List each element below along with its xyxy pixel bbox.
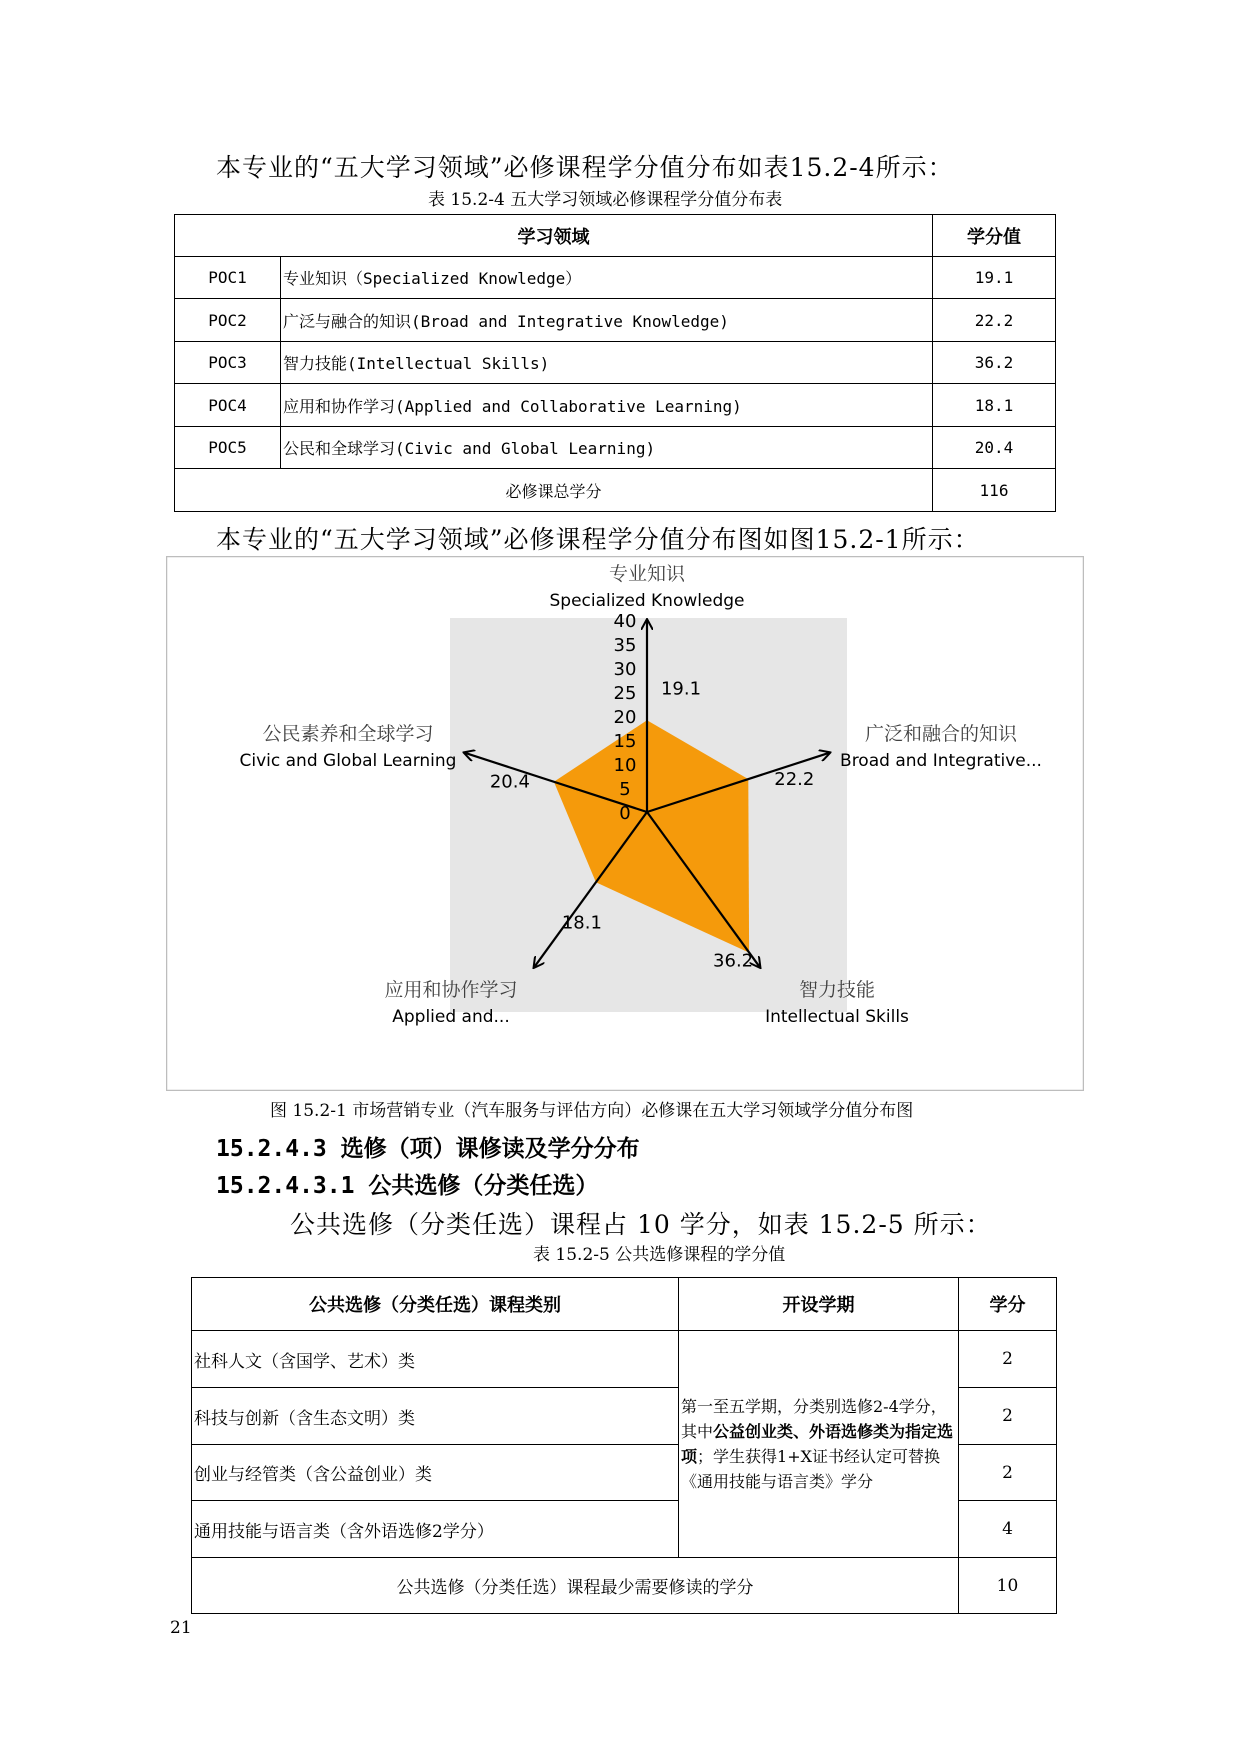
domain-name: 专业知识（Specialized Knowledge） [281, 257, 933, 299]
category-name: 科技与创新（含生态文明）类 [192, 1388, 679, 1445]
header-credit: 学分 [959, 1278, 1057, 1331]
domain-name: 广泛与融合的知识(Broad and Integrative Knowledge) [281, 299, 933, 342]
domain-value: 19.1 [933, 257, 1056, 299]
domain-value: 20.4 [933, 427, 1056, 469]
tick-label: 35 [613, 635, 637, 656]
total-row [175, 469, 1056, 512]
axis-label-cn: 应用和协作学习 [384, 979, 518, 1001]
axis-label-cn: 智力技能 [798, 979, 876, 1001]
total-value: 10 [959, 1558, 1057, 1614]
category-credit: 4 [959, 1501, 1057, 1558]
intro-text-1: 本专业的“五大学习领域”必修课程学分值分布如表15.2-4所示： [216, 153, 954, 182]
table-1-caption: 表 15.2-4 五大学习领域必修课程学分值分布表 [428, 190, 783, 210]
domain-code: POC4 [175, 384, 281, 427]
domain-name: 智力技能(Intellectual Skills) [281, 342, 933, 384]
header-domain: 学习领域 [175, 215, 933, 257]
total-row [192, 1558, 1057, 1614]
table-row [175, 342, 1056, 384]
data-label: 19.1 [660, 678, 702, 700]
category-credit: 2 [959, 1445, 1057, 1501]
table-row [192, 1331, 1057, 1388]
axis-label-en: Applied and... [392, 1007, 510, 1027]
table-row [175, 384, 1056, 427]
tick-label: 30 [613, 659, 637, 680]
figure-caption: 图 15.2-1 市场营销专业（汽车服务与评估方向）必修课在五大学习领域学分值分布图 [270, 1101, 914, 1121]
semester-note: 第一至五学期，分类别选修2-4学分，其中公益创业类、外语选修类为指定选项；学生获得1+X证书经认定可替换《通用技能与语言类》学分 [679, 1331, 959, 1558]
domain-code: POC5 [175, 427, 281, 469]
axis-label-en: Civic and Global Learning [239, 751, 457, 771]
header-category: 公共选修（分类任选）课程类别 [192, 1278, 679, 1331]
domain-value: 36.2 [933, 342, 1056, 384]
axis-label-cn: 公民素养和全球学习 [262, 723, 434, 745]
domain-code: POC2 [175, 299, 281, 342]
section-heading-2: 15.2.4.3.1 公共选修（分类任选） [216, 1173, 599, 1199]
table-row [175, 427, 1056, 469]
table-row [175, 299, 1056, 342]
table-2-caption: 表 15.2-5 公共选修课程的学分值 [533, 1245, 786, 1265]
intro-text-2: 本专业的“五大学习领域”必修课程学分值分布图如图15.2-1所示： [216, 525, 980, 554]
data-label: 20.4 [489, 771, 530, 793]
category-credit: 2 [959, 1331, 1057, 1388]
tick-label: 40 [613, 611, 637, 632]
data-label: 18.1 [561, 912, 602, 934]
category-credit: 2 [959, 1388, 1057, 1445]
domain-name: 应用和协作学习(Applied and Collaborative Learning) [281, 384, 933, 427]
tick-label: 15 [613, 731, 637, 752]
tick-label: 5 [619, 779, 631, 800]
category-name: 社科人文（含国学、艺术）类 [192, 1331, 679, 1388]
total-label: 必修课总学分 [175, 469, 933, 512]
tick-label: 25 [613, 683, 637, 704]
domain-code: POC1 [175, 257, 281, 299]
header-credit: 学分值 [933, 215, 1056, 257]
axis-label-en: Intellectual Skills [765, 1007, 909, 1027]
domain-value: 18.1 [933, 384, 1056, 427]
category-name: 通用技能与语言类（含外语选修2学分） [192, 1501, 679, 1558]
axis-label-cn: 专业知识 [608, 563, 686, 585]
tick-label: 10 [613, 755, 637, 776]
tick-label: 20 [613, 707, 637, 728]
radar-chart [166, 556, 1084, 1091]
data-label: 36.2 [713, 950, 754, 972]
public-elective-table [191, 1277, 1057, 1614]
total-label: 公共选修（分类任选）课程最少需要修读的学分 [192, 1558, 959, 1614]
table-row [175, 257, 1056, 299]
category-name: 创业与经管类（含公益创业）类 [192, 1445, 679, 1501]
data-label: 22.2 [774, 769, 815, 791]
credit-distribution-table [174, 214, 1056, 512]
domain-value: 22.2 [933, 299, 1056, 342]
section-heading-1: 15.2.4.3 选修（项）课修读及学分分布 [216, 1136, 640, 1162]
domain-name: 公民和全球学习(Civic and Global Learning) [281, 427, 933, 469]
intro-text-3: 公共选修（分类任选）课程占 10 学分，如表 15.2-5 所示： [290, 1210, 992, 1239]
axis-label-cn: 广泛和融合的知识 [864, 723, 1018, 745]
total-value: 116 [933, 469, 1056, 512]
page-number: 21 [170, 1618, 192, 1638]
axis-label-en: Specialized Knowledge [549, 591, 745, 611]
header-semester: 开设学期 [679, 1278, 959, 1331]
axis-label-en: Broad and Integrative... [840, 751, 1042, 771]
tick-label: 0 [619, 803, 631, 824]
domain-code: POC3 [175, 342, 281, 384]
